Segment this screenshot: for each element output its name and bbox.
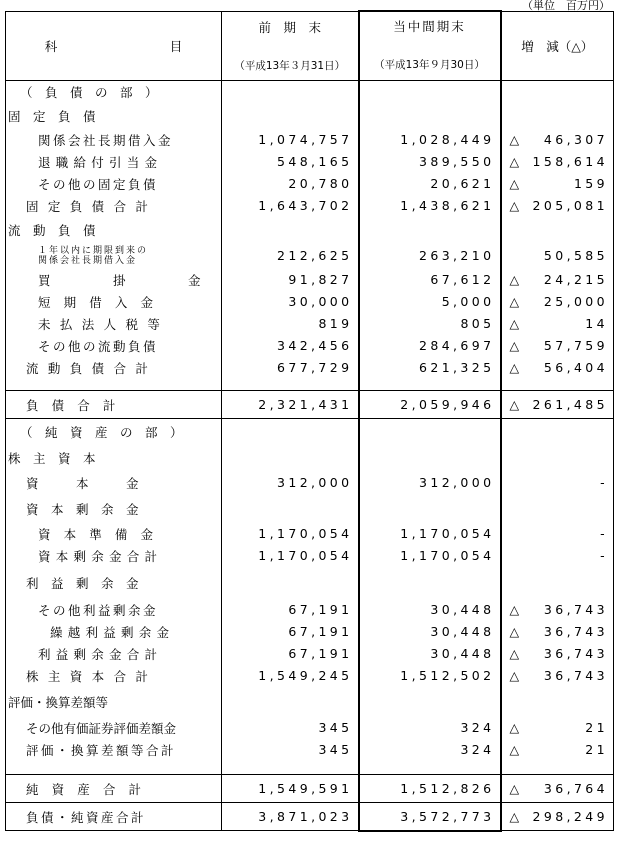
prev-period-label: 前 期 末 bbox=[258, 19, 321, 35]
row-label: 流動負債合計 bbox=[26, 360, 158, 376]
decrease-mark: △ bbox=[509, 154, 523, 169]
diff-value bbox=[501, 523, 614, 545]
table-row bbox=[6, 391, 614, 419]
row-label: 株主資本合計 bbox=[26, 668, 158, 684]
decrease-mark: △ bbox=[509, 176, 523, 191]
current-value bbox=[359, 103, 501, 129]
table-row bbox=[6, 775, 614, 803]
prev-value: 20,780 bbox=[222, 173, 359, 195]
diff-value bbox=[501, 103, 614, 129]
unit-note: （単位 百万円） bbox=[522, 0, 610, 12]
row-label: 固定負債合計 bbox=[26, 198, 158, 214]
table-row bbox=[6, 739, 614, 761]
current-value bbox=[359, 379, 501, 391]
row-label: 退職給付引当金 bbox=[38, 154, 163, 170]
subject-header-label: 科 目 bbox=[44, 38, 183, 54]
diff-value bbox=[501, 313, 614, 335]
row-label: 繰越利益剰余金 bbox=[50, 624, 175, 640]
row-label: 評価・換算差額等 bbox=[8, 694, 109, 710]
prev-value bbox=[222, 379, 359, 391]
diff-amount: 21 bbox=[585, 742, 608, 757]
diff-value bbox=[501, 217, 614, 243]
current-value: 30,448 bbox=[359, 599, 501, 621]
diff-value bbox=[501, 151, 614, 173]
current-value: 2,059,946 bbox=[359, 391, 501, 419]
diff-amount: 50,585 bbox=[543, 248, 608, 263]
prev-value: 2,321,431 bbox=[222, 391, 359, 419]
table-row bbox=[6, 687, 614, 717]
prev-value: 91,827 bbox=[222, 269, 359, 291]
row-label: 関係会社長期借入金 bbox=[38, 132, 174, 148]
diff-value bbox=[501, 739, 614, 761]
prev-value bbox=[222, 495, 359, 523]
decrease-mark: △ bbox=[509, 360, 523, 375]
row-label: 利 益 剰 余 金 bbox=[26, 575, 139, 591]
diff-amount: 57,759 bbox=[543, 338, 608, 353]
current-value: 621,325 bbox=[359, 357, 501, 379]
current-value bbox=[359, 445, 501, 471]
diff-amount: 56,404 bbox=[543, 360, 608, 375]
diff-value bbox=[501, 129, 614, 151]
prev-value: 67,191 bbox=[222, 621, 359, 643]
diff-value bbox=[501, 419, 614, 445]
diff-value bbox=[501, 291, 614, 313]
row-label: 資 本 金 bbox=[26, 475, 139, 491]
current-value bbox=[359, 567, 501, 599]
current-value: 30,448 bbox=[359, 621, 501, 643]
table-row bbox=[6, 567, 614, 599]
current-value: 284,697 bbox=[359, 335, 501, 357]
row-label: 買 掛 金 bbox=[38, 272, 201, 288]
diff-value bbox=[501, 495, 614, 523]
row-label: 評価・換算差額等合計 bbox=[26, 742, 177, 758]
prev-period-date: （平成13年３月31日） bbox=[234, 59, 346, 72]
prev-value: 1,549,591 bbox=[222, 775, 359, 803]
row-label: 資本準備金 bbox=[38, 526, 167, 542]
balance-sheet-table bbox=[5, 10, 614, 832]
decrease-mark: △ bbox=[509, 316, 523, 331]
row-label: 流 動 負 債 bbox=[8, 222, 96, 238]
current-period-date: （平成13年９月30日） bbox=[374, 59, 485, 71]
table-row bbox=[6, 803, 614, 831]
decrease-mark: △ bbox=[509, 602, 523, 617]
diff-amount: 159 bbox=[573, 176, 608, 191]
prev-value: 1,074,757 bbox=[222, 129, 359, 151]
diff-amount: 36,743 bbox=[543, 646, 608, 661]
diff-value bbox=[501, 775, 614, 803]
prev-period-header bbox=[222, 11, 359, 81]
diff-value bbox=[501, 335, 614, 357]
diff-amount: 46,307 bbox=[543, 132, 608, 147]
decrease-mark: △ bbox=[509, 742, 523, 757]
row-label: 利益剰余金合計 bbox=[38, 646, 163, 662]
table-row bbox=[6, 621, 614, 643]
diff-amount: 14 bbox=[585, 316, 608, 331]
prev-value: 1,549,245 bbox=[222, 665, 359, 687]
current-value: 324 bbox=[359, 717, 501, 739]
table-row bbox=[6, 291, 614, 313]
table-row bbox=[6, 545, 614, 567]
prev-value: 30,000 bbox=[222, 291, 359, 313]
row-label: １年以内に期限到来の 関係会社長期借入金 bbox=[38, 245, 149, 266]
table-row bbox=[6, 313, 614, 335]
decrease-mark: △ bbox=[509, 272, 523, 287]
row-label: 株 主 資 本 bbox=[8, 450, 96, 466]
diff-value bbox=[501, 621, 614, 643]
current-value: 20,621 bbox=[359, 173, 501, 195]
table-row bbox=[6, 243, 614, 269]
subject-header bbox=[6, 11, 222, 81]
diff-value bbox=[501, 379, 614, 391]
decrease-mark: △ bbox=[509, 781, 523, 796]
current-value: 805 bbox=[359, 313, 501, 335]
table-row bbox=[6, 495, 614, 523]
table-row bbox=[6, 173, 614, 195]
diff-value bbox=[501, 761, 614, 775]
current-value: 263,210 bbox=[359, 243, 501, 269]
row-label bbox=[6, 761, 222, 775]
decrease-mark: △ bbox=[509, 720, 523, 735]
current-value: 5,000 bbox=[359, 291, 501, 313]
table-row bbox=[6, 761, 614, 775]
diff-value bbox=[501, 717, 614, 739]
prev-value: 548,165 bbox=[222, 151, 359, 173]
current-period-header bbox=[359, 11, 501, 81]
header-row bbox=[6, 11, 614, 81]
diff-value bbox=[501, 599, 614, 621]
row-label: 資 本 剰 余 金 bbox=[26, 501, 139, 517]
diff-value bbox=[501, 665, 614, 687]
prev-value: 212,625 bbox=[222, 243, 359, 269]
table-row bbox=[6, 643, 614, 665]
prev-value bbox=[222, 103, 359, 129]
table-row bbox=[6, 357, 614, 379]
diff-amount: - bbox=[600, 526, 608, 541]
current-value: 1,512,502 bbox=[359, 665, 501, 687]
diff-amount: 36,743 bbox=[543, 602, 608, 617]
table-row bbox=[6, 335, 614, 357]
prev-value: 1,170,054 bbox=[222, 523, 359, 545]
diff-value bbox=[501, 567, 614, 599]
current-period-label: 当中間期末 bbox=[393, 19, 466, 34]
diff-amount: 298,249 bbox=[532, 809, 608, 824]
diff-amount: 25,000 bbox=[543, 294, 608, 309]
row-label: 負債・純資産合計 bbox=[6, 803, 222, 831]
row-label bbox=[6, 379, 222, 391]
decrease-mark: △ bbox=[509, 338, 523, 353]
table-row bbox=[6, 665, 614, 687]
table-row bbox=[6, 379, 614, 391]
diff-value bbox=[501, 471, 614, 495]
row-label: 負債合計 bbox=[6, 391, 222, 419]
row-label: （ 負 債 の 部 ） bbox=[6, 81, 222, 103]
table-row bbox=[6, 103, 614, 129]
diff-amount: 36,743 bbox=[543, 668, 608, 683]
row-label: 未払法人税等 bbox=[38, 316, 170, 332]
row-label: 純資産合計 bbox=[6, 775, 222, 803]
table-row bbox=[6, 269, 614, 291]
diff-header-label: 増 減（△） bbox=[521, 38, 594, 54]
diff-value bbox=[501, 195, 614, 217]
decrease-mark: △ bbox=[509, 198, 523, 213]
table-row bbox=[6, 195, 614, 217]
diff-amount: 36,764 bbox=[543, 781, 608, 796]
table-row bbox=[6, 445, 614, 471]
diff-header bbox=[501, 11, 614, 81]
prev-value: 819 bbox=[222, 313, 359, 335]
diff-value bbox=[501, 687, 614, 717]
diff-amount: 158,614 bbox=[532, 154, 608, 169]
table-row bbox=[6, 81, 614, 103]
prev-value bbox=[222, 81, 359, 103]
prev-value bbox=[222, 761, 359, 775]
prev-value: 1,170,054 bbox=[222, 545, 359, 567]
table-row bbox=[6, 217, 614, 243]
current-value: 324 bbox=[359, 739, 501, 761]
decrease-mark: △ bbox=[509, 668, 523, 683]
diff-amount: 21 bbox=[585, 720, 608, 735]
diff-value bbox=[501, 269, 614, 291]
diff-value bbox=[501, 643, 614, 665]
diff-value bbox=[501, 243, 614, 269]
prev-value: 67,191 bbox=[222, 643, 359, 665]
current-value bbox=[359, 419, 501, 445]
current-value: 312,000 bbox=[359, 471, 501, 495]
prev-value: 312,000 bbox=[222, 471, 359, 495]
current-value bbox=[359, 217, 501, 243]
diff-amount: - bbox=[600, 548, 608, 563]
diff-value bbox=[501, 391, 614, 419]
current-value: 3,572,773 bbox=[359, 803, 501, 831]
prev-value bbox=[222, 445, 359, 471]
prev-value: 3,871,023 bbox=[222, 803, 359, 831]
diff-amount: - bbox=[600, 475, 608, 490]
row-label: その他の流動負債 bbox=[38, 338, 159, 354]
current-value: 1,028,449 bbox=[359, 129, 501, 151]
table-row bbox=[6, 419, 614, 445]
row-label: その他利益剰余金 bbox=[38, 602, 159, 618]
row-label: 短期借入金 bbox=[38, 294, 167, 310]
diff-amount: 24,215 bbox=[543, 272, 608, 287]
prev-value: 1,643,702 bbox=[222, 195, 359, 217]
prev-value: 342,456 bbox=[222, 335, 359, 357]
current-value: 67,612 bbox=[359, 269, 501, 291]
row-label: 固 定 負 債 bbox=[8, 108, 96, 124]
diff-value bbox=[501, 81, 614, 103]
decrease-mark: △ bbox=[509, 132, 523, 147]
decrease-mark: △ bbox=[509, 624, 523, 639]
prev-value bbox=[222, 687, 359, 717]
current-value: 389,550 bbox=[359, 151, 501, 173]
current-value bbox=[359, 81, 501, 103]
prev-value bbox=[222, 217, 359, 243]
diff-amount: 261,485 bbox=[532, 397, 608, 412]
diff-value bbox=[501, 357, 614, 379]
diff-value bbox=[501, 173, 614, 195]
diff-amount: 205,081 bbox=[532, 198, 608, 213]
prev-value bbox=[222, 419, 359, 445]
row-label: （ 純 資 産 の 部 ） bbox=[6, 419, 222, 445]
current-value: 1,512,826 bbox=[359, 775, 501, 803]
table-row bbox=[6, 717, 614, 739]
row-label: 資本剰余金合計 bbox=[38, 548, 163, 564]
current-value: 1,438,621 bbox=[359, 195, 501, 217]
prev-value: 67,191 bbox=[222, 599, 359, 621]
decrease-mark: △ bbox=[509, 809, 523, 824]
current-value bbox=[359, 687, 501, 717]
table-row bbox=[6, 523, 614, 545]
diff-amount: 36,743 bbox=[543, 624, 608, 639]
current-value: 1,170,054 bbox=[359, 545, 501, 567]
table-row bbox=[6, 471, 614, 495]
prev-value: 345 bbox=[222, 717, 359, 739]
diff-value bbox=[501, 803, 614, 831]
diff-value bbox=[501, 445, 614, 471]
current-value: 1,170,054 bbox=[359, 523, 501, 545]
table-row bbox=[6, 599, 614, 621]
table-row bbox=[6, 129, 614, 151]
prev-value: 345 bbox=[222, 739, 359, 761]
diff-value bbox=[501, 545, 614, 567]
decrease-mark: △ bbox=[509, 646, 523, 661]
row-label: その他の固定負債 bbox=[38, 176, 159, 192]
prev-value: 677,729 bbox=[222, 357, 359, 379]
decrease-mark: △ bbox=[509, 397, 523, 412]
row-label: その他有価証券評価差額金 bbox=[26, 720, 177, 736]
table-row bbox=[6, 151, 614, 173]
current-value bbox=[359, 495, 501, 523]
prev-value bbox=[222, 567, 359, 599]
current-value bbox=[359, 761, 501, 775]
current-value: 30,448 bbox=[359, 643, 501, 665]
decrease-mark: △ bbox=[509, 294, 523, 309]
